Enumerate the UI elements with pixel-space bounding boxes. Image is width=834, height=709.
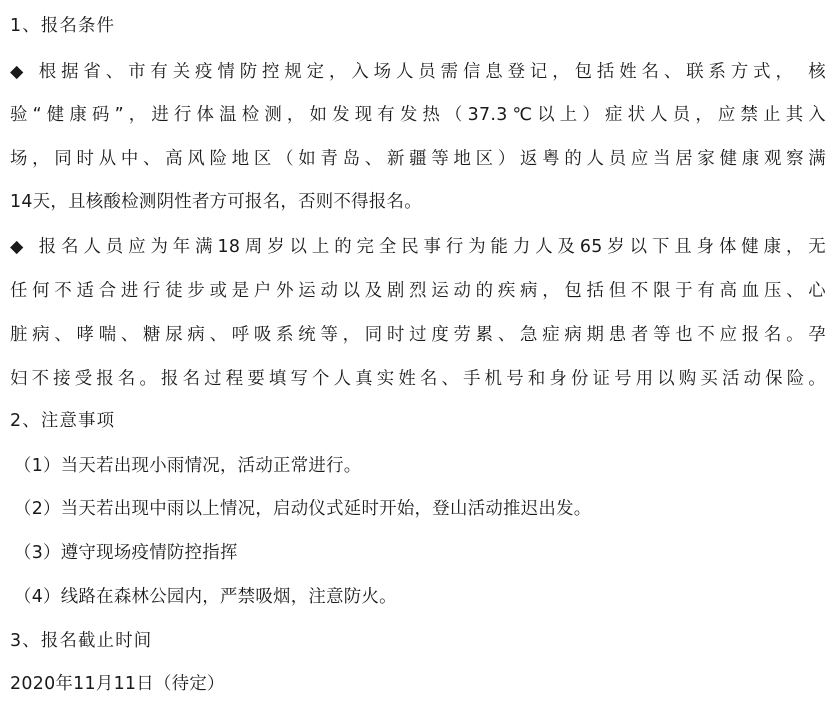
para1-line-3: 场，同时从中、高风险地区（如青岛、新疆等地区）返粤的人员应当居家健康观察满 — [10, 149, 826, 169]
para2-line-2: 任何不适合进行徒步或是户外运动以及剧烈运动的疾病，包括但不限于有高血压、心 — [10, 281, 826, 301]
notice-item-2: （2）当天若出现中雨以上情况，启动仪式延时开始，登山活动推迟出发。 — [14, 499, 592, 519]
notice-item-4: （4）线路在森林公园内，严禁吸烟，注意防火。 — [14, 587, 397, 607]
section2-heading: 2、注意事项 — [10, 411, 116, 431]
section1-heading: 1、报名条件 — [10, 16, 116, 36]
para1-line-4: 14天，且核酸检测阴性者方可报名，否则不得报名。 — [10, 192, 422, 212]
deadline-date: 2020年11月11日（待定） — [10, 674, 225, 694]
section3-heading: 3、报名截止时间 — [10, 631, 153, 651]
notice-item-1: （1）当天若出现小雨情况，活动正常进行。 — [14, 456, 362, 476]
para1-line-1: ◆ 根据省、市有关疫情防控规定，入场人员需信息登记，包括姓名、联系方式， 核 — [10, 62, 826, 82]
notice-item-3: （3）遵守现场疫情防控指挥 — [14, 543, 238, 563]
para2-line-4: 妇不接受报名。报名过程要填写个人真实姓名、手机号和身份证号用以购买活动保险。 — [10, 369, 826, 389]
para2-line-3: 脏病、哮喘、糖尿病、呼吸系统等，同时过度劳累、急症病期患者等也不应报名。孕 — [10, 325, 826, 345]
para1-line-2: 验“健康码”，进行体温检测，如发现有发热（37.3℃以上）症状人员，应禁止其入 — [10, 105, 826, 125]
para2-line-1: ◆ 报名人员应为年满18周岁以上的完全民事行为能力人及65岁以下且身体健康，无 — [10, 237, 826, 257]
